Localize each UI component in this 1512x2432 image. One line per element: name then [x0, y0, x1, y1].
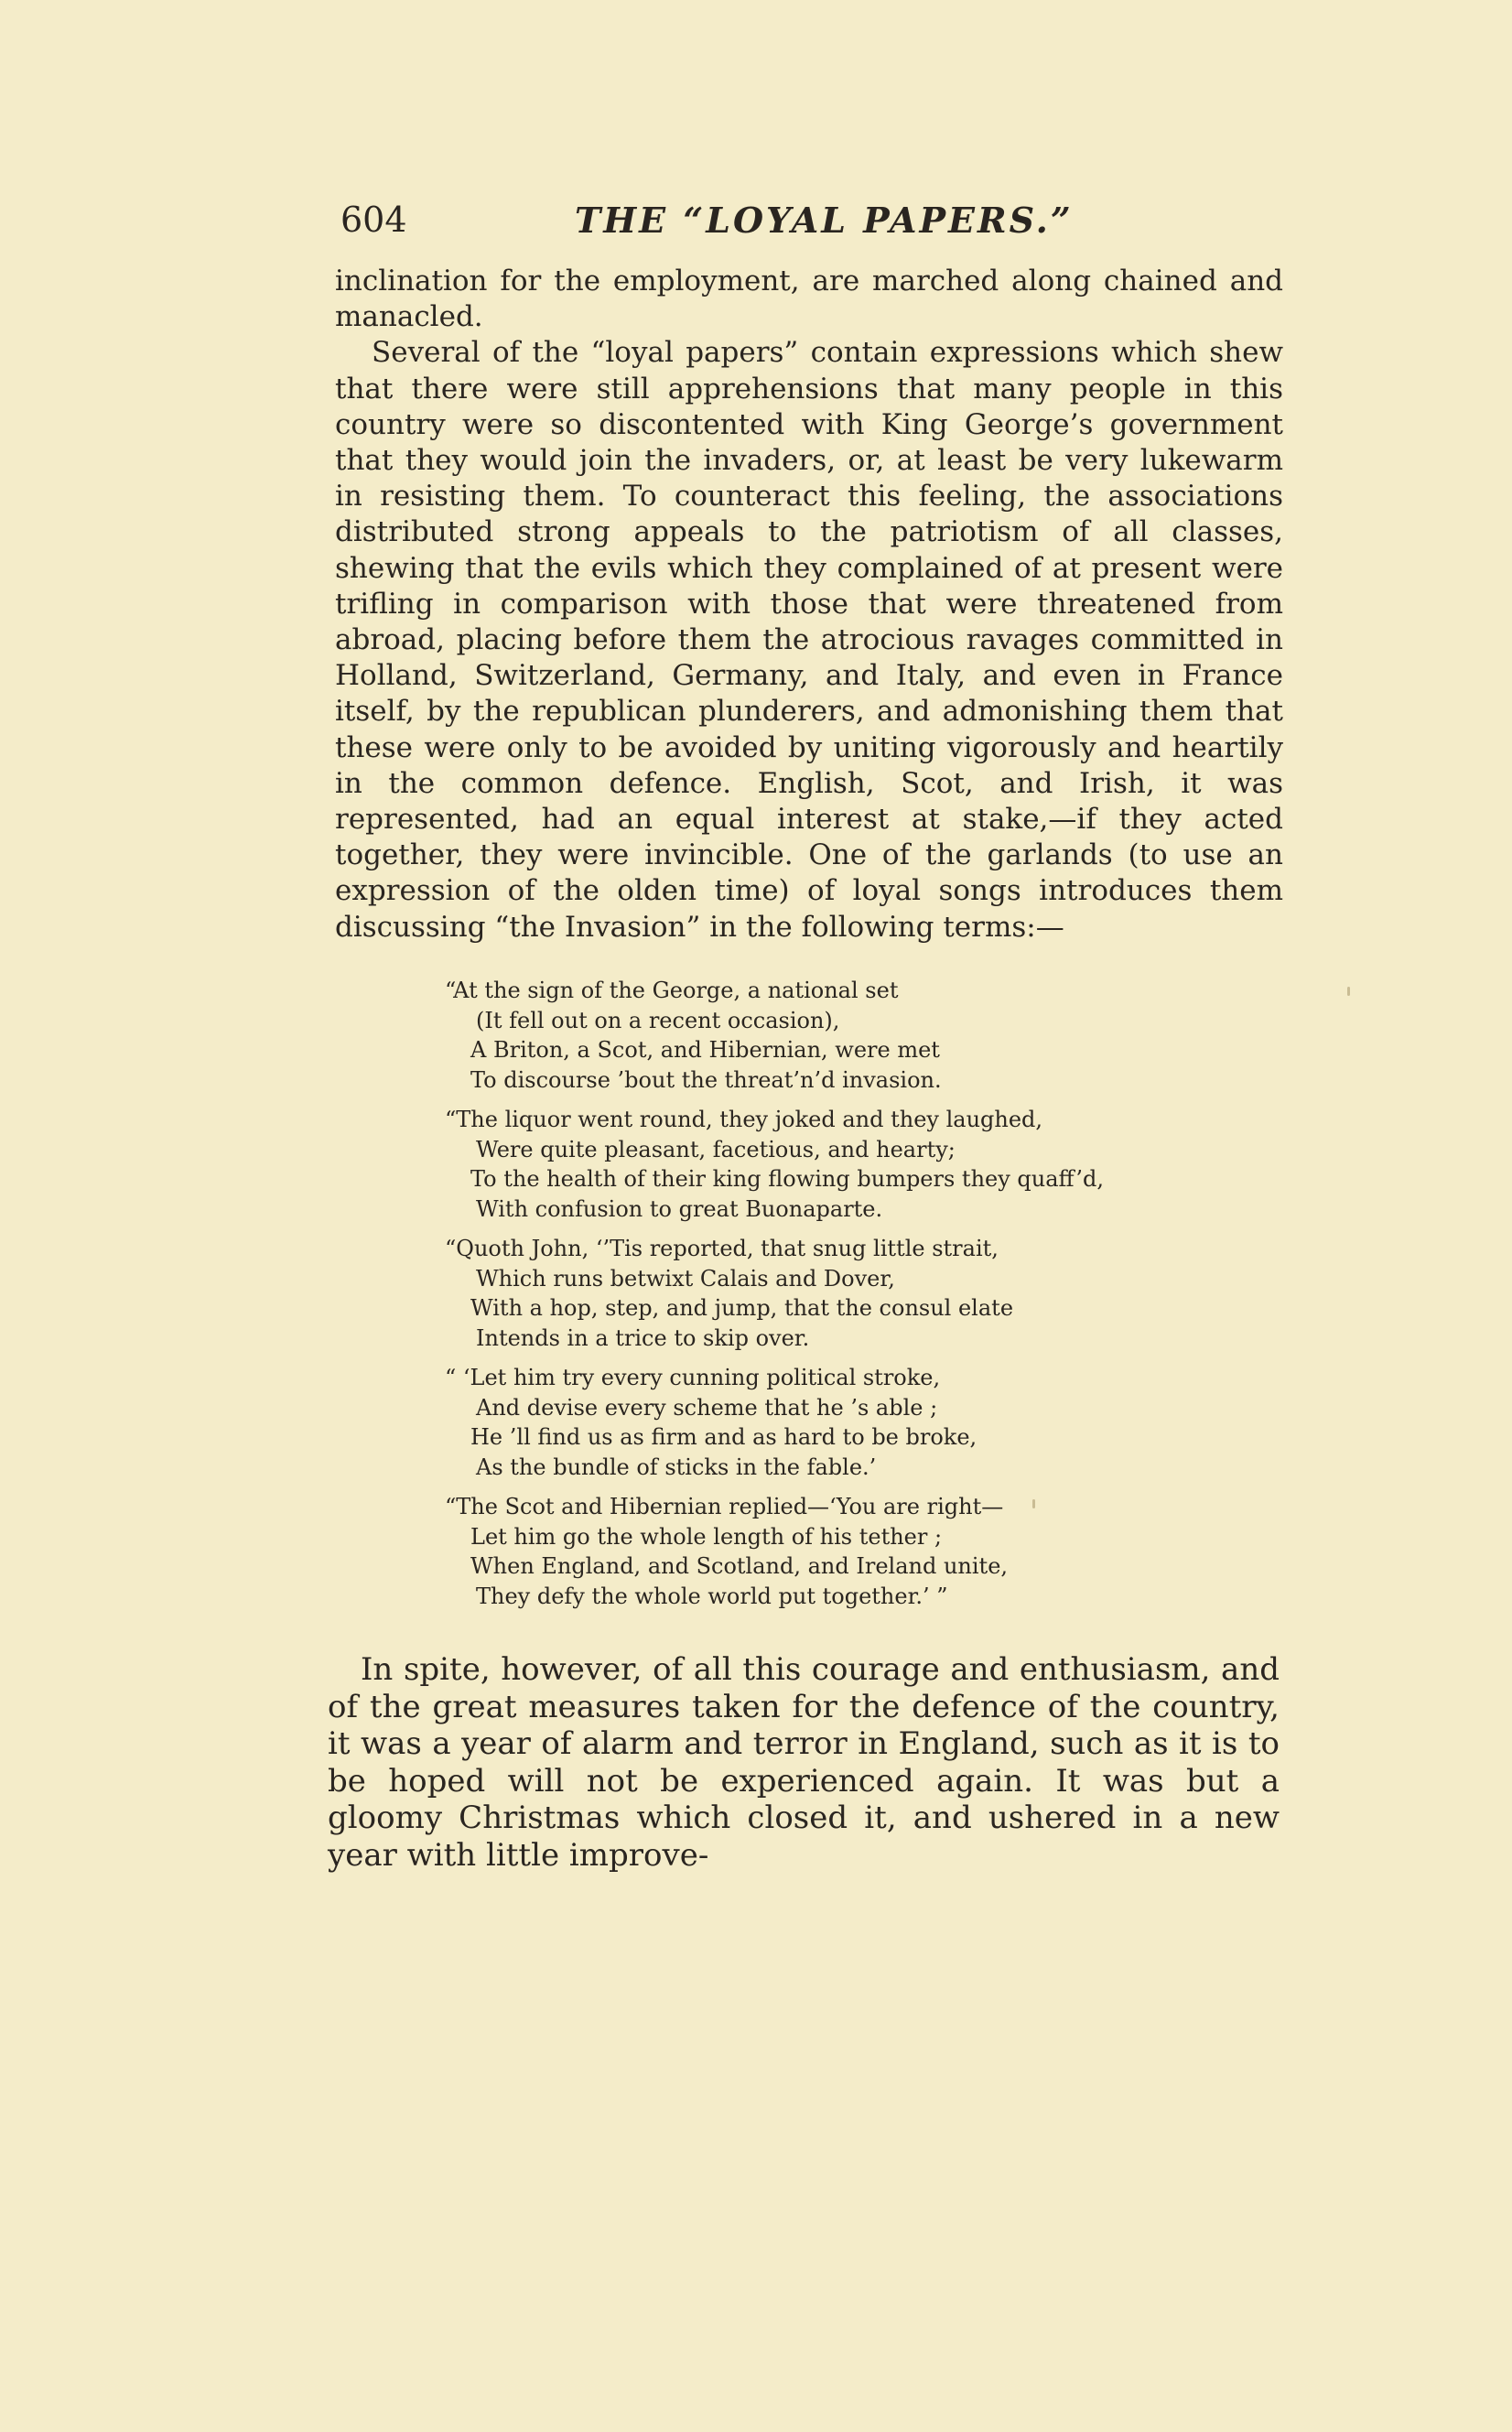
verse-line: Intends in a trice to skip over. — [476, 1324, 810, 1351]
closing-paragraph — [328, 1651, 1280, 1874]
verse-line: To the health of their king flowing bumpers they quaff’d, — [470, 1166, 1104, 1192]
verse-line: To discourse ’bout the threat’n’d invasion. — [470, 1066, 942, 1093]
verse-line: “The liquor went round, they joked and they laughed, — [445, 1107, 1043, 1132]
verse-line: As the bundle of sticks in the fable.’ — [476, 1454, 877, 1480]
verse-line: And devise every scheme that he ’s able ; — [476, 1394, 938, 1421]
page-header — [340, 200, 1292, 251]
stanza — [445, 1492, 1250, 1611]
stanza — [445, 1105, 1250, 1224]
page-number: 604 — [340, 200, 407, 240]
paper-speck — [1347, 987, 1350, 996]
verse-line: With confusion to great Buonaparte. — [476, 1195, 883, 1222]
paragraph: Several of the “loyal papers” contain expressions which shew that there were still apprehensions that many people in this country were so discontented with King George’s government that they would join the invaders, or, at least be very lukewarm in resisting them. To counteract this feeling, the associations distributed strong appeals to the patriotism of all classes, shewing that the evils which they complained of at present were trifling in comparison with those that were threatened from abroad, placing before them the atrocious ravages committed in Holland, Switzerland, Germany, and Italy, and even in France itself, by the republican plunderers, and admonishing them that these were only to be avoided by uniting vigorously and heartily in the common defence. English, Scot, and Irish, it was represented, had an equal interest at stake,—if they acted together, they were invincible. One of the garlands (to use an expression of the olden time) of loyal songs introduces them discussing “the Invasion” in the following terms:— — [335, 336, 1283, 944]
running-title: THE “LOYAL PAPERS.” — [575, 200, 1074, 241]
verse-line: “Quoth John, ‘’Tis reported, that snug little strait, — [445, 1236, 999, 1261]
verse-line: They defy the whole world put together.’ ” — [476, 1583, 948, 1609]
verse-line: A Briton, a Scot, and Hibernian, were met — [470, 1037, 940, 1063]
stanza — [445, 1234, 1250, 1353]
verse-line: He ’ll find us as firm and as hard to be broke, — [470, 1424, 977, 1450]
verse-line: Let him go the whole length of his tether ; — [470, 1523, 943, 1550]
verse-line: When England, and Scotland, and Ireland unite, — [470, 1553, 1009, 1579]
paragraph: In spite, however, of all this courage and enthusiasm, and of the great measures taken for the defence of the country, it was a year of alarm and terror in England, such as it is to be hoped will not be experienced again. It was but a gloomy Christmas which closed it, and ushered in a new year with little improve- — [328, 1651, 1280, 1874]
paper-speck — [1032, 1499, 1035, 1508]
verse-line: “At the sign of the George, a national set — [445, 978, 899, 1003]
verse-line: With a hop, step, and jump, that the consul elate — [470, 1295, 1014, 1321]
verse-line: “The Scot and Hibernian replied—‘You are right— — [445, 1494, 1004, 1519]
verse-line: (It fell out on a recent occasion), — [476, 1007, 840, 1033]
verse-quotation — [445, 976, 1250, 1621]
body-text — [335, 264, 1283, 946]
verse-line: “ ‘Let him try every cunning political stroke, — [445, 1365, 941, 1390]
stanza — [445, 1363, 1250, 1482]
stanza — [445, 976, 1250, 1095]
paragraph: inclination for the employment, are marched along chained and manacled. — [335, 265, 1283, 334]
verse-line: Were quite pleasant, facetious, and hearty; — [476, 1136, 956, 1162]
verse-line: Which runs betwixt Calais and Dover, — [476, 1265, 895, 1292]
